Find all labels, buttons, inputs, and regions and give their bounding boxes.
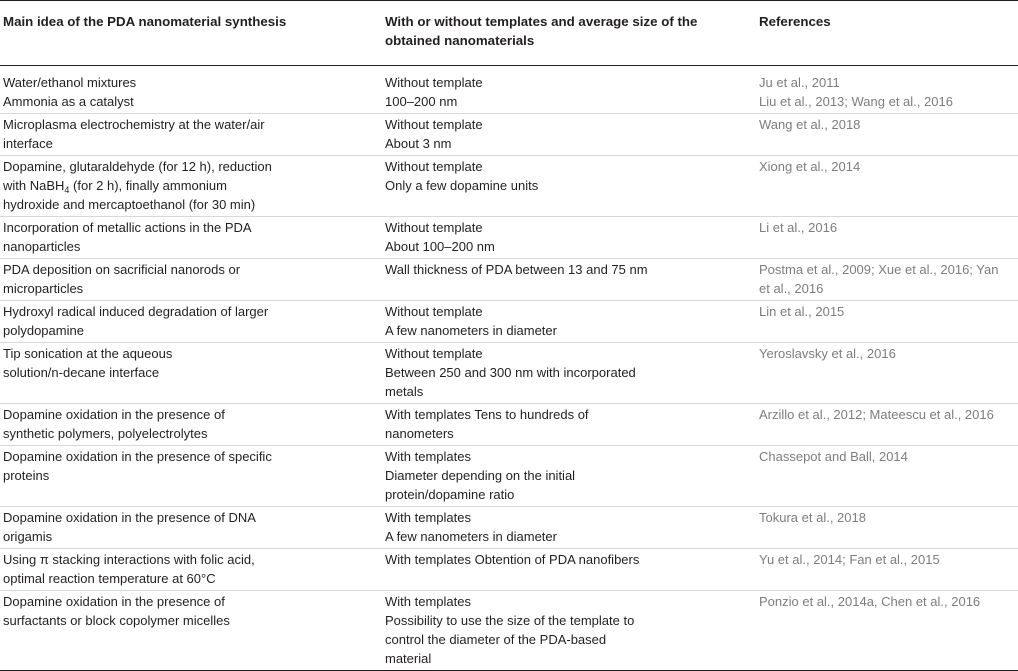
template-line: Without template [385, 304, 483, 319]
template-line: material [385, 651, 432, 666]
header-references-text: References [759, 14, 831, 29]
idea-line: Incorporation of metallic actions in the PDA [3, 220, 252, 235]
idea-line: Dopamine oxidation in the presence of DNA [3, 510, 256, 525]
template-line: Without template [385, 117, 483, 132]
template-cell [382, 549, 756, 591]
reference-line: Xiong et al., 2014 [759, 159, 861, 174]
idea-cell [0, 66, 382, 114]
reference-cell [756, 156, 1018, 217]
table-row [0, 343, 1018, 404]
reference-cell [756, 66, 1018, 114]
idea-line: optimal reaction temperature at 60°C [3, 571, 216, 586]
idea-line: proteins [3, 468, 50, 483]
reference-cell [756, 343, 1018, 404]
template-line: About 100–200 nm [385, 239, 495, 254]
idea-cell [0, 301, 382, 343]
idea-line: Dopamine oxidation in the presence of specific [3, 449, 272, 464]
reference-line: Tokura et al., 2018 [759, 510, 866, 525]
idea-line: Dopamine oxidation in the presence of [3, 407, 225, 422]
template-line: With templates [385, 510, 471, 525]
idea-line: hydroxide and mercaptoethanol (for 30 min) [3, 197, 256, 212]
template-cell [382, 156, 756, 217]
template-cell [382, 217, 756, 259]
table-row [0, 591, 1018, 671]
template-line: Diameter depending on the initial [385, 468, 576, 483]
reference-line: Chassepot and Ball, 2014 [759, 449, 908, 464]
template-line: With templates [385, 449, 471, 464]
idea-line: interface [3, 136, 53, 151]
reference-cell [756, 591, 1018, 671]
template-line: control the diameter of the PDA-based [385, 632, 607, 647]
reference-cell [756, 507, 1018, 549]
template-cell [382, 114, 756, 156]
reference-line: Lin et al., 2015 [759, 304, 845, 319]
template-line: Without template [385, 220, 483, 235]
template-line: A few nanometers in diameter [385, 529, 557, 544]
idea-text: with NaBH [3, 178, 65, 193]
template-cell [382, 343, 756, 404]
table-row [0, 404, 1018, 446]
template-line: Only a few dopamine units [385, 178, 539, 193]
reference-line: Wang et al., 2018 [759, 117, 861, 132]
table-row [0, 549, 1018, 591]
template-line: With templates Obtention of PDA nanofibers [385, 552, 640, 567]
idea-cell [0, 549, 382, 591]
reference-line: Yeroslavsky et al., 2016 [759, 346, 896, 361]
idea-text: (for 2 h), finally ammonium [69, 178, 227, 193]
idea-cell [0, 259, 382, 301]
template-line: With templates Tens to hundreds of [385, 407, 589, 422]
header-templates-size-text: With or without templates and average size of the obtained nanomaterials [385, 14, 698, 48]
template-line: Wall thickness of PDA between 13 and 75 nm [385, 262, 648, 277]
idea-line: synthetic polymers, polyelectrolytes [3, 426, 208, 441]
idea-cell [0, 591, 382, 671]
idea-line: origamis [3, 529, 53, 544]
template-line: About 3 nm [385, 136, 452, 151]
table-row [0, 507, 1018, 549]
idea-line: Tip sonication at the aqueous [3, 346, 173, 361]
reference-line: Arzillo et al., 2012; Mateescu et al., 2016 [759, 407, 994, 422]
idea-line: Microplasma electrochemistry at the water/air [3, 117, 265, 132]
idea-line: Water/ethanol mixtures [3, 75, 137, 90]
template-line: Possibility to use the size of the template to [385, 613, 635, 628]
idea-cell [0, 156, 382, 217]
header-main-idea [0, 1, 382, 66]
table-row [0, 66, 1018, 114]
idea-line: PDA deposition on sacrificial nanorods or [3, 262, 241, 277]
template-line: metals [385, 384, 424, 399]
idea-line: Dopamine, glutaraldehyde (for 12 h), reduction [3, 159, 272, 174]
table-row [0, 114, 1018, 156]
reference-cell [756, 259, 1018, 301]
template-line: nanometers [385, 426, 454, 441]
template-line: Without template [385, 159, 483, 174]
reference-cell [756, 549, 1018, 591]
template-cell [382, 446, 756, 507]
template-line: Without template [385, 346, 483, 361]
reference-cell [756, 404, 1018, 446]
idea-line-with-formula [3, 176, 374, 195]
idea-cell [0, 217, 382, 259]
template-cell [382, 259, 756, 301]
reference-cell [756, 446, 1018, 507]
table-row [0, 301, 1018, 343]
idea-cell [0, 343, 382, 404]
template-cell [382, 66, 756, 114]
idea-cell [0, 404, 382, 446]
idea-line: Using π stacking interactions with folic acid, [3, 552, 255, 567]
template-line: 100–200 nm [385, 94, 458, 109]
idea-line: polydopamine [3, 323, 84, 338]
idea-line: Hydroxyl radical induced degradation of larger [3, 304, 269, 319]
template-line: protein/dopamine ratio [385, 487, 515, 502]
idea-cell [0, 507, 382, 549]
template-line: Between 250 and 300 nm with incorporated [385, 365, 636, 380]
reference-cell [756, 114, 1018, 156]
idea-line: Dopamine oxidation in the presence of [3, 594, 225, 609]
template-cell [382, 404, 756, 446]
table-row [0, 259, 1018, 301]
reference-cell [756, 301, 1018, 343]
reference-line: Li et al., 2016 [759, 220, 838, 235]
table-row [0, 446, 1018, 507]
reference-line: Yu et al., 2014; Fan et al., 2015 [759, 552, 940, 567]
reference-line: Liu et al., 2013; Wang et al., 2016 [759, 94, 953, 109]
template-line: With templates [385, 594, 471, 609]
reference-cell [756, 217, 1018, 259]
template-cell [382, 301, 756, 343]
idea-line: microparticles [3, 281, 84, 296]
idea-line: Ammonia as a catalyst [3, 94, 134, 109]
header-templates-size [382, 1, 756, 66]
template-line: A few nanometers in diameter [385, 323, 557, 338]
reference-line: Postma et al., 2009; Xue et al., 2016; Yan [759, 262, 999, 277]
template-cell [382, 507, 756, 549]
reference-line: Ponzio et al., 2014a, Chen et al., 2016 [759, 594, 981, 609]
idea-line: solution/n-decane interface [3, 365, 160, 380]
subscript-4: 4 [64, 185, 70, 195]
template-line: Without template [385, 75, 483, 90]
reference-line: et al., 2016 [759, 281, 824, 296]
header-references [756, 1, 1018, 66]
header-main-idea-text: Main idea of the PDA nanomaterial synthesis [3, 14, 287, 29]
table-row [0, 156, 1018, 217]
idea-line: surfactants or block copolymer micelles [3, 613, 230, 628]
header-row [0, 1, 1018, 66]
idea-cell [0, 446, 382, 507]
idea-line: nanoparticles [3, 239, 81, 254]
idea-cell [0, 114, 382, 156]
table-row [0, 217, 1018, 259]
template-cell [382, 591, 756, 671]
reference-line: Ju et al., 2011 [759, 75, 840, 90]
